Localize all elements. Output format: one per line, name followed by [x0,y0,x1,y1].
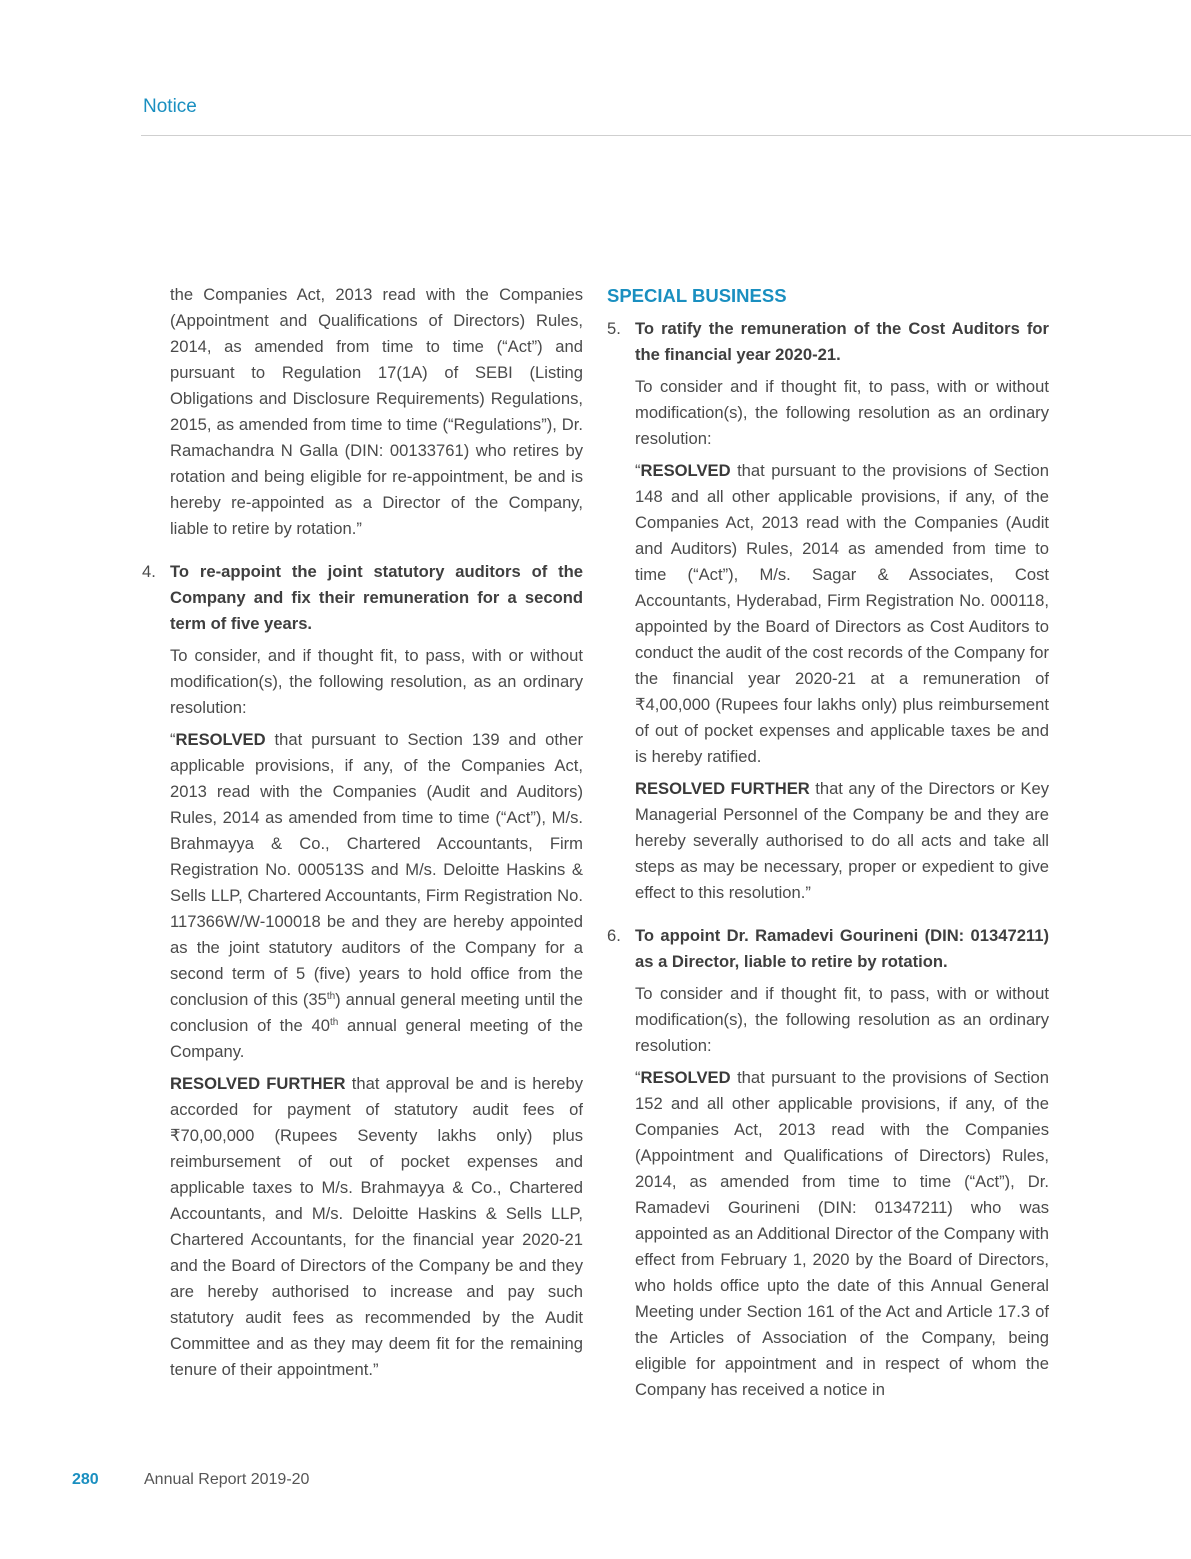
item-5-resolved-further [635,776,1049,906]
item-6-res-bold: RESOLVED [640,1068,731,1087]
item-5-resolution [635,458,1049,770]
item-3-continuation: the Companies Act, 2013 read with the Companies (Appointment and Qualifications of Directors) Rules, 2014, as amended from time to time (“Act”) and pursuant to Regulation 17(1A) of SEBI (Listing Obligations and Disclosure Requirements) Regulations, 2015, as amended from time to time (“Regulations”), Dr. Ramachandra N Galla (DIN: 00133761) who retires by rotation and being eligible for re-appointment, be and is hereby re-appointed as a Director of the Company, liable to retire by rotation.” [170,285,583,538]
item-6-number: 6. [607,926,621,945]
item-4-further-text: that approval be and is hereby accorded for payment of statutory audit fees of ₹70,00,000 (Rupees Seventy lakhs only) plus reimbursement of out of pocket expenses and applicable taxes to M/s. Brahmayya & Co., Chartered Accountants, and M/s. Deloitte Haskins & Sells LLP, Chartered Accountants, for the financial year 2020-21 and the Board of Directors of the Company be and they are hereby authorised to increase and pay such statutory audit fees as recommended by the Audit Committee and as they may deem fit for the remaining tenure of their appointment.” [170,1074,584,1379]
item-6-resolution [635,1065,1049,1403]
item-4-intro: To consider, and if thought fit, to pass, with or without modification(s), the following resolution, as an ordinary resolution: [170,646,583,717]
item-4 [142,559,583,1383]
footer-report-title: Annual Report 2019-20 [144,1471,310,1488]
item-4-res-sup-b: th [329,1017,339,1028]
item-4-res-bold: RESOLVED [175,730,266,749]
item-5-further-bold: RESOLVED FURTHER [635,779,810,798]
item-5-res-bold: RESOLVED [640,461,731,480]
item-4-res-text-c: annual general meeting of the Company. [170,1016,583,1061]
item-4-resolution [170,727,583,1065]
item-6-res-open-quote: “ [635,1068,641,1087]
item-5-heading: To ratify the remuneration of the Cost Auditors for the financial year 2020-21. [635,319,1049,364]
footer-page-number: 280 [72,1471,99,1488]
item-4-res-text-b: ) annual general meeting until the conclusion of the 40 [170,990,583,1035]
item-5-further-text: that any of the Directors or Key Managerial Personnel of the Company be and they are hereby severally authorised to do all acts and take all steps as may be necessary, proper or expedient to give effect to this resolution.” [635,779,1050,902]
item-4-resolved-further [170,1071,583,1383]
item-6 [607,923,1049,1403]
item-4-res-open-quote: “ [170,730,176,749]
page-header-title: Notice [143,96,197,117]
item-6-heading: To appoint Dr. Ramadevi Gourineni (DIN: 01347211) as a Director, liable to retire by rotation. [635,926,1049,971]
left-column [142,282,583,1383]
item-4-heading: To re-appoint the joint statutory auditors of the Company and fix their remuneration for a second term of five years. [170,562,583,633]
item-5 [607,316,1049,906]
item-5-res-open-quote: “ [635,461,641,480]
item-4-number: 4. [142,562,156,581]
item-6-res-text: that pursuant to the provisions of Section 152 and all other applicable provisions, if any, of the Companies Act, 2013 read with the Companies (Appointment and Qualifications of Directors) Rules, 2014, as amended from time to time (“Act”), Dr. Ramadevi Gourineni (DIN: 01347211) who was appointed as an Additional Director of the Company with effect from February 1, 2020 by the Board of Directors, who holds office upto the date of this Annual General Meeting under Section 161 of the Act and Article 17.3 of the Articles of Association of the Company, being eligible for appointment and in respect of whom the Company has received a notice in [635,1068,1049,1399]
item-5-intro: To consider and if thought fit, to pass, with or without modification(s), the following resolution as an ordinary resolution: [635,377,1049,448]
item-4-further-bold: RESOLVED FURTHER [170,1074,346,1093]
header-divider [141,135,1191,136]
special-business-heading: SPECIAL BUSINESS [607,285,787,306]
item-6-intro: To consider and if thought fit, to pass, with or without modification(s), the following resolution as an ordinary resolution: [635,984,1049,1055]
right-column [607,282,1049,1403]
item-4-res-text-a: that pursuant to Section 139 and other applicable provisions, if any, of the Companies Act, 2013 read with the Companies (Audit and Auditors) Rules, 2014 as amended from time to time (“Act”), M/s. Brahmayya & Co., Chartered Accountants, Firm Registration No. 000513S and M/s. Deloitte Haskins & Sells LLP, Chartered Accountants, Firm Registration No. 117366W/W-100018 be and they are hereby appointed as the joint statutory auditors of the Company for a second term of 5 (five) years to hold office from the conclusion of this (35 [170,730,583,1009]
item-5-res-text: that pursuant to the provisions of Section 148 and all other applicable provisions, if any, of the Companies Act, 2013 read with the Companies (Audit and Auditors) Rules, 2014 as amended from time to time (“Act”), M/s. Sagar & Associates, Cost Accountants, Hyderabad, Firm Registration No. 000118, appointed by the Board of Directors as Cost Auditors to conduct the audit of the cost records of the Company for the financial year 2020-21 at a remuneration of ₹4,00,000 (Rupees four lakhs only) plus reimbursement of out of pocket expenses and applicable taxes be and is hereby ratified. [635,461,1049,766]
item-4-res-sup-a: th [326,991,336,1002]
item-5-number: 5. [607,319,621,338]
